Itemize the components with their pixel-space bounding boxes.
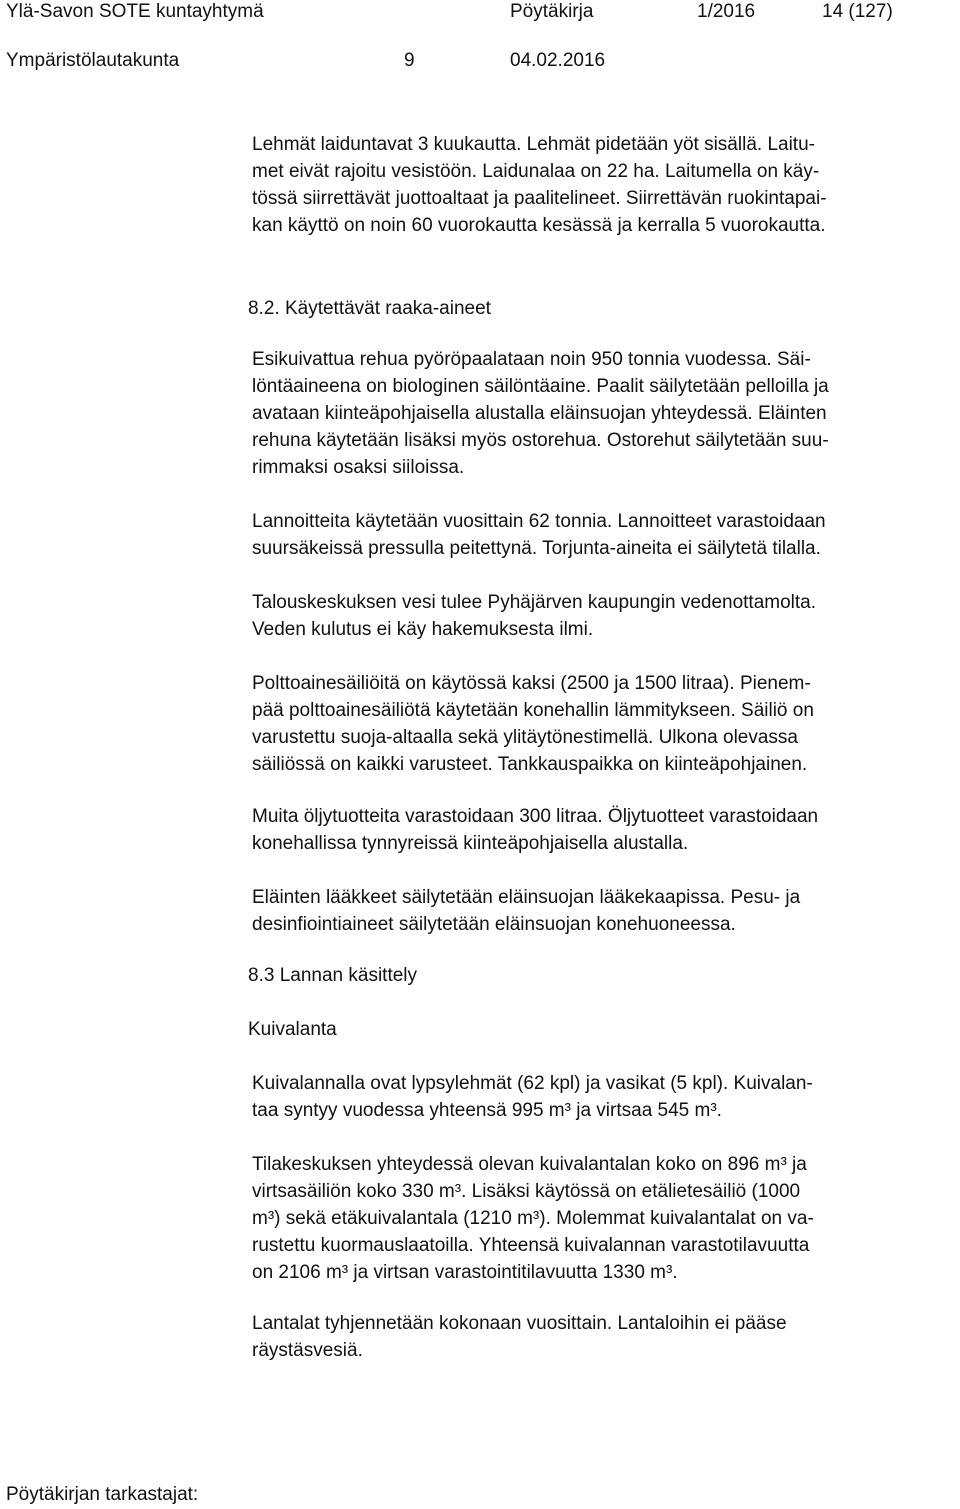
- text-line: Kuivalannalla ovat lypsylehmät (62 kpl) ja vasikat (5 kpl). Kuivalan-: [252, 1073, 813, 1094]
- document-number: 1/2016: [697, 1, 756, 22]
- text-line: säiliössä on kaikki varusteet. Tankkauspaikka on kiinteäpohjainen.: [252, 754, 808, 775]
- text-line: taa syntyy vuodessa yhteensä 995 m³ ja virtsaa 545 m³.: [252, 1100, 722, 1121]
- footer-inspectors-label: Pöytäkirjan tarkastajat:: [6, 1484, 199, 1505]
- page-number: 14 (127): [822, 1, 893, 22]
- text-line: Lantalat tyhjennetään kokonaan vuosittain. Lantaloihin ei pääse: [252, 1313, 787, 1334]
- text-line: suursäkeissä pressulla peitettynä. Torjunta-aineita ei säilytetä tilalla.: [252, 538, 821, 559]
- text-line: Tilakeskuksen yhteydessä olevan kuivalantalan koko on 896 m³ ja: [252, 1154, 807, 1175]
- text-line: avataan kiinteäpohjaisella alustalla eläinsuojan yhteydessä. Eläinten: [252, 403, 827, 424]
- paragraph-manure-storage: [252, 1151, 952, 1286]
- text-line: Lannoitteita käytetään vuosittain 62 tonnia. Lannoitteet varastoidaan: [252, 511, 826, 532]
- document-type: Pöytäkirja: [510, 1, 594, 22]
- paragraph-fuel-tanks: [252, 670, 952, 778]
- text-line: virtsasäiliön koko 330 m³. Lisäksi käytössä on etälietesäiliö (1000: [252, 1181, 801, 1202]
- text-line: on 2106 m³ ja virtsan varastointitilavuutta 1330 m³.: [252, 1262, 678, 1283]
- paragraph-fertilizers: [252, 508, 952, 562]
- text-line: varustettu suoja-altaalla sekä ylitäytönestimellä. Ulkona olevassa: [252, 727, 798, 748]
- subheading-solid-manure: Kuivalanta: [248, 1019, 337, 1040]
- text-line: rustettu kuormauslaatoilla. Yhteensä kuivalannan varastotilavuutta: [252, 1235, 810, 1256]
- paragraph-manure-emptying: [252, 1310, 952, 1364]
- section-heading-manure: 8.3 Lannan käsittely: [248, 965, 418, 986]
- paragraph-medicines: [252, 884, 952, 938]
- text-line: rimmaksi osaksi siiloissa.: [252, 457, 465, 478]
- text-line: m³) sekä etäkuivalantala (1210 m³). Molemmat kuivalantalat on va-: [252, 1208, 814, 1229]
- text-line: desinfiointiaineet säilytetään eläinsuojan konehuoneessa.: [252, 914, 736, 935]
- text-line: Polttoainesäiliöitä on käytössä kaksi (2500 ja 1500 litraa). Pienem-: [252, 673, 811, 694]
- text-line: met eivät rajoitu vesistöön. Laidunalaa on 22 ha. Laitumella on käy-: [252, 161, 820, 182]
- paragraph-feed: [252, 346, 952, 481]
- text-line: kan käyttö on noin 60 vuorokautta kesässä ja kerralla 5 vuorokautta.: [252, 215, 826, 236]
- text-line: Esikuivattua rehua pyöröpaalataan noin 950 tonnia vuodessa. Säi-: [252, 349, 811, 370]
- section-number: 9: [404, 50, 415, 71]
- paragraph-oil-products: [252, 803, 952, 857]
- organization-name: Ylä-Savon SOTE kuntayhtymä: [6, 1, 264, 22]
- text-line: Lehmät laiduntavat 3 kuukautta. Lehmät pidetään yöt sisällä. Laitu-: [252, 134, 815, 155]
- paragraph-water: [252, 589, 952, 643]
- text-line: löntäaineena on biologinen säilöntäaine. Paalit säilytetään pelloilla ja: [252, 376, 829, 397]
- text-line: räystäsvesiä.: [252, 1340, 363, 1361]
- text-line: Muita öljytuotteita varastoidaan 300 litraa. Öljytuotteet varastoidaan: [252, 806, 819, 827]
- meeting-date: 04.02.2016: [510, 50, 606, 71]
- text-line: Eläinten lääkkeet säilytetään eläinsuojan lääkekaapissa. Pesu- ja: [252, 887, 801, 908]
- committee-name: Ympäristölautakunta: [6, 50, 180, 71]
- text-line: konehallissa tynnyreissä kiinteäpohjaisella alustalla.: [252, 833, 689, 854]
- text-line: rehuna käytetään lisäksi myös ostorehua. Ostorehut säilytetään suu-: [252, 430, 829, 451]
- paragraph-grazing: [252, 131, 952, 239]
- text-line: pää polttoainesäiliötä käytetään konehallin lämmitykseen. Säiliö on: [252, 700, 814, 721]
- text-line: Talouskeskuksen vesi tulee Pyhäjärven kaupungin vedenottamolta.: [252, 592, 817, 613]
- paragraph-manure-volume: [252, 1070, 952, 1124]
- section-heading-raw-materials: 8.2. Käytettävät raaka-aineet: [248, 298, 491, 319]
- text-line: tössä siirrettävät juottoaltaat ja paalitelineet. Siirrettävän ruokintapai-: [252, 188, 827, 209]
- text-line: Veden kulutus ei käy hakemuksesta ilmi.: [252, 619, 594, 640]
